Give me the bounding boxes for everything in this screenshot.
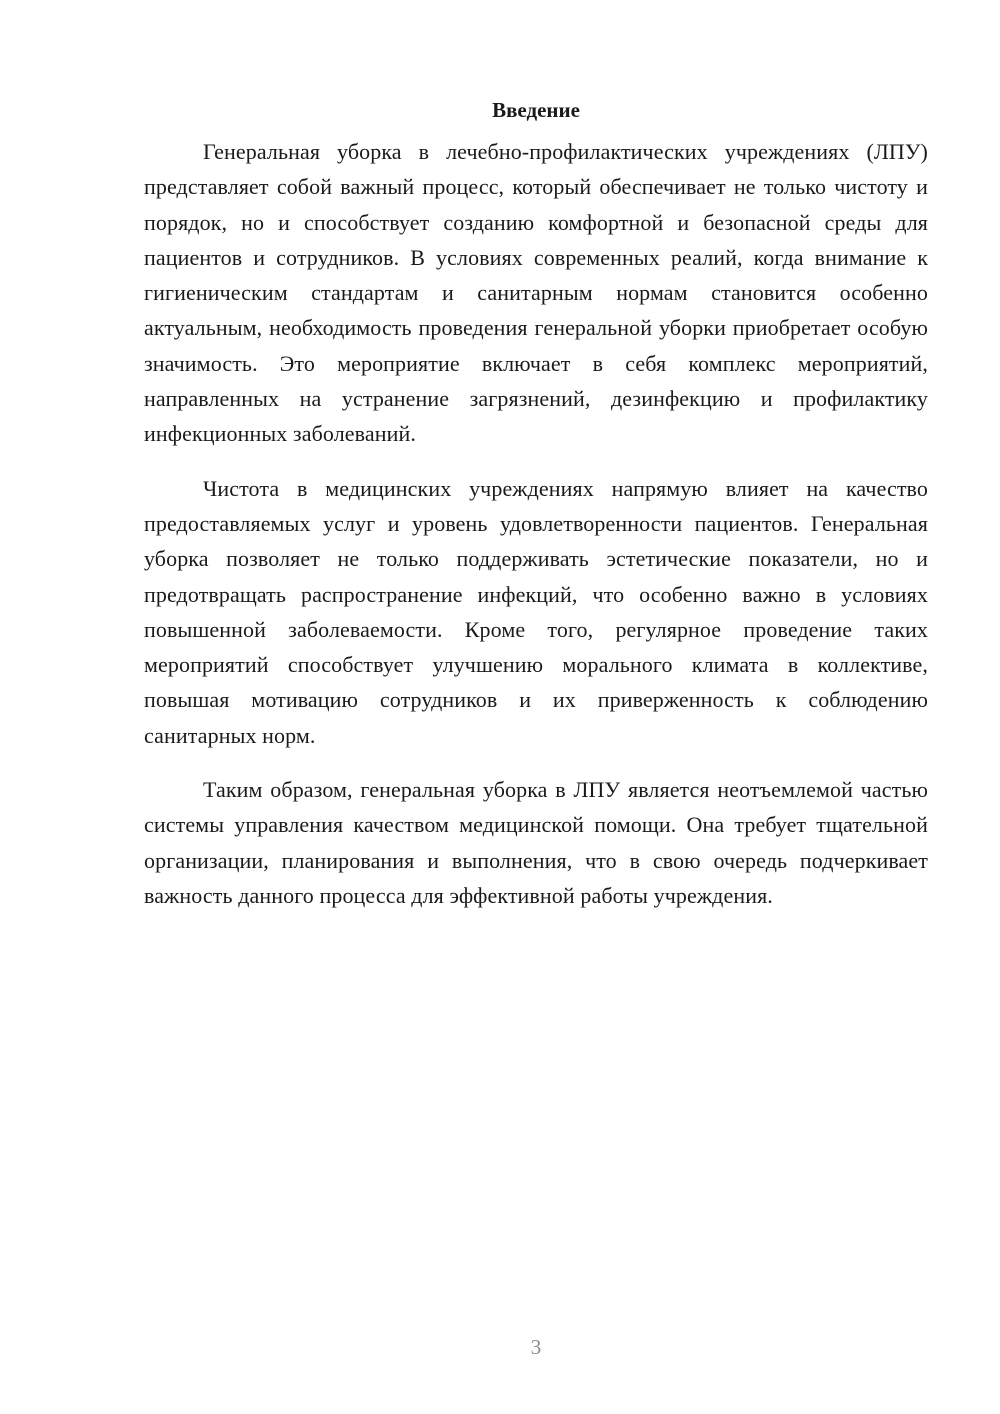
document-body xyxy=(144,96,928,932)
paragraph-1: Генеральная уборка в лечебно-профилактических учреждениях (ЛПУ) представляет собой важный процесс, который обеспечивает не только чистоту и порядок, но и способствует созданию комфортной и безопасной среды для пациентов и сотрудников. В условиях современных реалий, когда внимание к гигиеническим стандартам и санитарным нормам становится особенно актуальным, необходимость проведения генеральной уборки приобретает особую значимость. Это мероприятие включает в себя комплекс мероприятий, направленных на устранение загрязнений, дезинфекцию и профилактику инфекционных заболеваний. xyxy=(144,139,928,447)
section-heading: Введение xyxy=(492,98,580,122)
paragraph-2: Чистота в медицинских учреждениях напрямую влияет на качество предоставляемых услуг и уровень удовлетворенности пациентов. Генеральная уборка позволяет не только поддерживать эстетические показатели, но и предотвращать распространение инфекций, что особенно важно в условиях повышенной заболеваемости. Кроме того, регулярное проведение таких мероприятий способствует улучшению морального климата в коллективе, повышая мотивацию сотрудников и их приверженность к соблюдению санитарных норм. xyxy=(144,475,928,748)
page-number: 3 xyxy=(530,1335,542,1359)
paragraph-3: Таким образом, генеральная уборка в ЛПУ является неотъемлемой частью системы управления качеством медицинской помощи. Она требует тщательной организации, планирования и выполнения, что в свою очередь подчеркивает важность данного процесса для эффективной работы учреждения. xyxy=(144,777,928,908)
